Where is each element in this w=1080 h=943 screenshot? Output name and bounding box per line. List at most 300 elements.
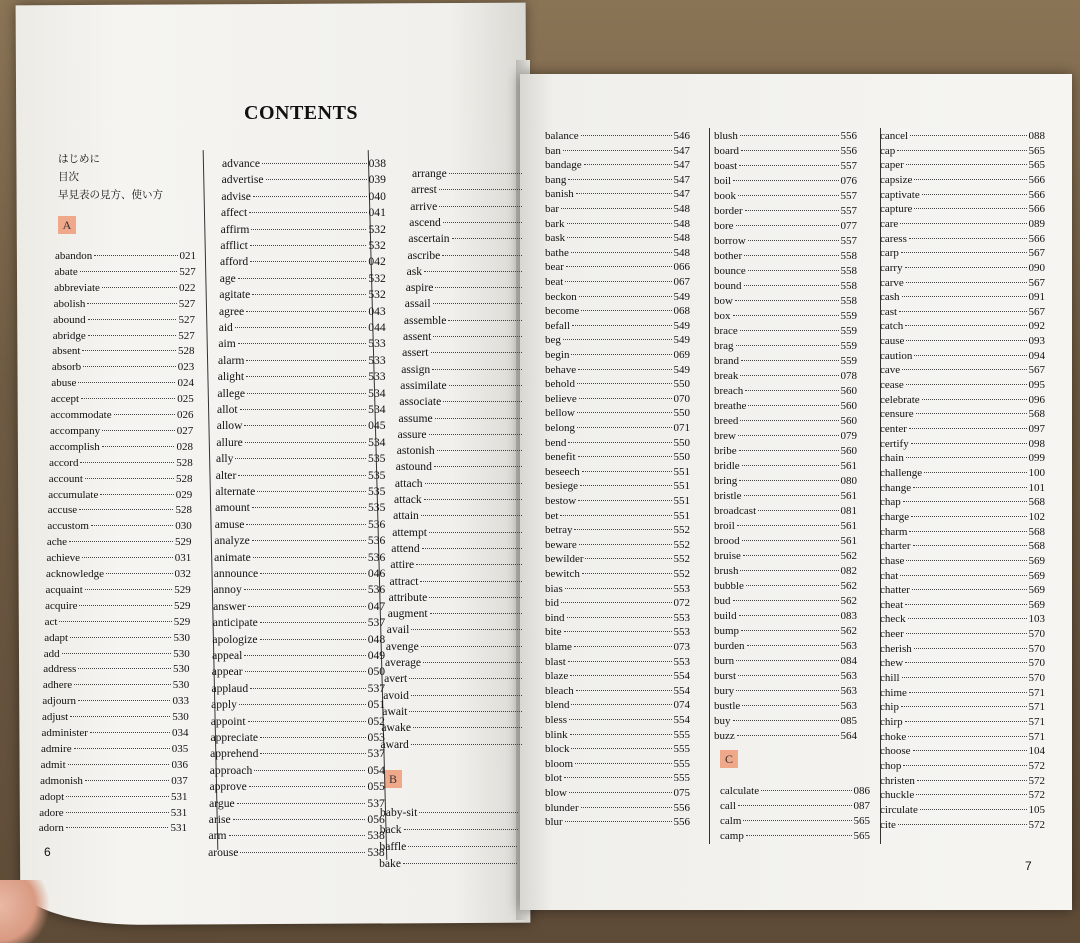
index-entry (545, 758, 690, 770)
index-word: bump (714, 625, 740, 637)
index-word: abbreviate (54, 281, 100, 294)
dot-leader (745, 210, 839, 211)
dot-leader (246, 360, 366, 361)
dot-leader (575, 763, 671, 764)
index-word: augment (387, 607, 428, 621)
index-page-number: 080 (840, 475, 857, 487)
dot-leader (744, 255, 838, 256)
index-entry (880, 760, 1045, 772)
index-word: bruise (714, 550, 741, 562)
index-word: approve (209, 780, 247, 794)
index-word: assail (404, 297, 431, 311)
index-page-number: 046 (367, 567, 386, 580)
index-page-number: 532 (368, 222, 386, 236)
index-page-number: 070 (673, 392, 690, 405)
index-word: breed (714, 415, 739, 427)
index-entry (212, 633, 385, 646)
index-page-number: 534 (368, 435, 386, 449)
index-word: assign (401, 362, 431, 376)
index-entry (219, 288, 385, 301)
index-entry (398, 428, 524, 441)
dot-leader (81, 398, 175, 399)
index-entry (210, 764, 385, 777)
index-page-number: 075 (673, 787, 690, 799)
index-entry (545, 320, 690, 332)
index-page-number: 076 (840, 175, 857, 187)
index-word: cash (880, 291, 900, 304)
index-entry (397, 444, 524, 457)
index-entry (545, 407, 690, 419)
dot-leader (449, 173, 522, 174)
index-entry (714, 595, 857, 607)
index-word: build (714, 610, 737, 622)
index-word: circulate (880, 803, 918, 816)
dot-leader (910, 135, 1026, 136)
index-word: bewitch (545, 568, 580, 580)
index-entry (52, 361, 194, 373)
dot-leader (748, 405, 838, 406)
dot-leader (733, 180, 838, 181)
index-entry (545, 495, 690, 507)
index-word: arrest (411, 183, 437, 197)
dot-leader (260, 573, 366, 574)
dot-leader (563, 150, 672, 151)
index-entry (714, 460, 857, 472)
section-letter-a: A (58, 216, 76, 234)
index-page-number: 549 (673, 290, 690, 303)
index-entry (545, 480, 690, 492)
index-page-number: 528 (175, 472, 193, 485)
index-word: arm (208, 829, 227, 843)
index-entry (220, 272, 386, 285)
index-entry (390, 575, 525, 588)
dot-leader (419, 812, 518, 813)
dot-leader (244, 425, 366, 426)
index-page-number: 533 (368, 353, 386, 367)
dot-leader (79, 509, 173, 510)
index-page-number: 554 (673, 714, 690, 726)
index-entry (393, 509, 524, 522)
dot-leader (758, 510, 838, 511)
dot-leader (741, 360, 838, 361)
index-entry (880, 233, 1045, 245)
index-entry (220, 239, 386, 252)
dot-leader (740, 330, 839, 331)
index-page-number: 022 (178, 281, 196, 294)
index-word: buzz (714, 730, 735, 742)
dot-leader (564, 777, 671, 778)
dot-leader (577, 412, 672, 413)
index-entry (880, 789, 1045, 801)
dot-leader (90, 732, 170, 733)
dot-leader (567, 617, 672, 618)
index-word: admonish (40, 774, 83, 787)
index-entry (54, 282, 195, 294)
index-entry (880, 526, 1045, 538)
index-entry (545, 437, 690, 449)
index-entry (714, 610, 857, 622)
index-page-number: 041 (368, 206, 386, 220)
index-page-number: 568 (1028, 540, 1045, 553)
index-entry (42, 711, 189, 723)
index-page-number: 042 (368, 255, 386, 269)
index-word: broadcast (714, 505, 757, 517)
index-entry (714, 685, 857, 697)
index-word: bound (714, 280, 742, 292)
index-entry (45, 616, 191, 628)
index-word: celebrate (880, 393, 920, 406)
index-page-number: 562 (840, 625, 857, 637)
index-page-number: 094 (1028, 349, 1045, 362)
index-page-number: 088 (1028, 130, 1045, 142)
index-entry (880, 364, 1045, 376)
index-word: burden (714, 640, 745, 652)
index-entry (545, 174, 690, 186)
index-word: adapt (44, 631, 69, 644)
index-word: bandage (545, 159, 582, 172)
dot-leader (432, 369, 522, 370)
index-entry (214, 534, 385, 547)
index-word: absorb (51, 361, 82, 374)
index-page-number: 568 (1028, 525, 1045, 538)
index-word: achieve (46, 552, 81, 565)
index-word: broil (714, 520, 735, 532)
index-page-number: 556 (840, 145, 857, 157)
index-entry (880, 701, 1045, 713)
index-entry (880, 584, 1045, 596)
index-entry (386, 640, 524, 653)
index-entry (545, 276, 690, 288)
index-page-number: 535 (367, 501, 386, 515)
index-entry (880, 467, 1045, 479)
dot-leader (906, 560, 1026, 561)
index-page-number: 563 (840, 700, 857, 712)
index-entry (41, 743, 188, 755)
dot-leader (59, 621, 171, 622)
dot-leader (905, 267, 1027, 268)
index-entry (880, 262, 1045, 274)
index-page-number: 024 (177, 377, 194, 390)
index-word: accustom (47, 520, 89, 533)
index-word: assume (398, 411, 433, 425)
dot-leader (572, 325, 671, 326)
index-word: boil (714, 175, 732, 187)
index-word: baby-sit (380, 806, 418, 819)
index-word: brand (714, 355, 740, 367)
index-word: behold (545, 378, 575, 391)
index-page-number: 537 (367, 616, 386, 630)
index-entry (880, 408, 1045, 420)
dot-leader (565, 588, 672, 589)
index-word: check (880, 613, 906, 626)
index-word: change (880, 481, 912, 494)
index-word: age (219, 271, 236, 285)
index-page-number: 053 (367, 731, 385, 744)
index-page-number: 035 (171, 742, 189, 755)
index-page-number: 536 (367, 517, 386, 531)
dot-leader (94, 255, 177, 256)
index-entry (545, 510, 690, 522)
index-entry (401, 363, 524, 376)
dot-leader (733, 315, 839, 316)
index-word: associate (399, 395, 442, 409)
dot-leader (239, 704, 366, 705)
dot-leader (738, 435, 839, 436)
dot-leader (439, 206, 522, 207)
dot-leader (899, 311, 1026, 312)
dot-leader (248, 606, 366, 607)
index-word: agitate (219, 288, 251, 302)
index-entry (880, 613, 1045, 625)
index-word: back (379, 823, 402, 836)
dot-leader (582, 471, 672, 472)
index-entry (880, 423, 1045, 435)
index-entry (220, 255, 386, 268)
dot-leader (443, 401, 522, 402)
index-word: beseech (545, 465, 580, 478)
dot-leader (900, 575, 1026, 576)
index-entry (47, 536, 192, 548)
index-entry (714, 400, 857, 412)
index-entry (212, 665, 385, 678)
index-word: blunder (545, 801, 579, 814)
index-entry (545, 597, 690, 609)
index-entry (545, 612, 690, 624)
dot-leader (916, 413, 1027, 414)
dot-leader (429, 434, 522, 435)
index-page-number: 561 (840, 460, 857, 472)
dot-leader (240, 409, 367, 410)
index-entry (390, 558, 524, 571)
index-entry (216, 452, 385, 465)
index-word: charge (880, 510, 910, 523)
dot-leader (88, 319, 177, 320)
index-word: adjust (41, 711, 69, 724)
dot-leader (897, 150, 1026, 151)
index-word: block (545, 743, 570, 756)
index-page-number: 547 (673, 159, 690, 172)
dot-leader (102, 287, 177, 288)
index-word: alternate (215, 485, 256, 498)
index-page-number: 560 (840, 445, 857, 457)
index-page-number: 082 (840, 565, 857, 577)
index-page-number: 560 (840, 415, 857, 427)
index-entry (51, 377, 194, 389)
index-entry (714, 235, 857, 247)
index-word: bless (545, 714, 567, 726)
dot-leader (250, 261, 366, 262)
dot-leader (742, 705, 838, 706)
index-entry (545, 305, 690, 317)
index-word: bore (714, 220, 734, 232)
index-word: accompany (50, 424, 101, 437)
index-page-number: 552 (673, 553, 690, 566)
dot-leader (565, 821, 672, 822)
index-page-number: 572 (1028, 759, 1045, 772)
dot-leader (579, 544, 672, 545)
dot-leader (736, 690, 838, 691)
dot-leader (80, 271, 177, 272)
dot-leader (901, 706, 1027, 707)
index-word: cap (880, 144, 896, 157)
dot-leader (246, 311, 366, 312)
dot-leader (443, 222, 522, 223)
dot-leader (736, 345, 839, 346)
index-word: betray (545, 524, 573, 537)
dot-leader (433, 303, 522, 304)
index-page-number: 562 (840, 580, 857, 592)
index-word: book (714, 190, 736, 202)
dot-leader (254, 770, 365, 771)
index-word: cite (880, 818, 896, 831)
index-entry (714, 295, 857, 307)
dot-leader (85, 478, 174, 479)
index-page-number: 553 (673, 626, 690, 639)
index-word: abandon (55, 250, 93, 262)
index-word: allow (216, 419, 243, 433)
index-entry (210, 747, 385, 760)
index-entry (49, 473, 193, 485)
index-entry (714, 220, 857, 232)
index-word: benefit (545, 451, 576, 464)
index-page-number: 567 (1028, 247, 1045, 260)
dot-leader (906, 164, 1027, 165)
dot-leader (561, 602, 671, 603)
index-page-number: 026 (177, 409, 194, 421)
index-entry (714, 385, 857, 397)
index-word: appreciate (210, 731, 259, 744)
index-word: cherish (880, 642, 912, 655)
index-word: await (382, 704, 408, 718)
index-word: avoid (383, 688, 409, 702)
index-word: advertise (221, 173, 264, 187)
index-word: assent (403, 330, 432, 343)
index-entry (39, 807, 187, 819)
index-entry (714, 265, 857, 277)
index-word: add (43, 647, 60, 660)
dot-leader (577, 427, 672, 428)
index-word: abridge (52, 329, 86, 342)
dot-leader (909, 238, 1027, 239)
index-page-number: 570 (1028, 642, 1045, 655)
index-entry (714, 190, 857, 202)
index-page-number: 045 (368, 419, 386, 433)
index-word: certify (880, 437, 909, 450)
index-entry (42, 727, 189, 739)
index-word: arouse (208, 845, 239, 859)
index-word: calm (720, 815, 742, 827)
index-page-number: 098 (1028, 437, 1045, 450)
index-entry (218, 337, 385, 350)
index-entry (209, 813, 385, 826)
dot-leader (248, 721, 366, 722)
dot-leader (82, 557, 173, 558)
index-page-number: 052 (367, 714, 385, 728)
index-word: choke (880, 730, 907, 743)
index-page-number: 067 (673, 276, 690, 288)
index-word: agree (219, 304, 245, 318)
index-entry (211, 715, 385, 728)
index-entry (545, 583, 690, 595)
index-word: bellow (545, 407, 575, 420)
index-entry (215, 485, 385, 498)
index-word: chirp (880, 716, 903, 728)
dot-leader (433, 336, 522, 337)
dot-leader (574, 529, 671, 530)
index-word: bounce (714, 265, 746, 277)
index-word: attach (394, 476, 423, 490)
index-entry (714, 145, 857, 157)
index-word: avenge (385, 639, 419, 653)
index-entry (545, 641, 690, 653)
index-word: believe (545, 392, 577, 405)
index-entry (714, 175, 857, 187)
index-word: captivate (880, 188, 920, 201)
index-entry (880, 687, 1045, 699)
index-word: accommodate (50, 409, 112, 421)
index-page-number: 528 (175, 504, 192, 517)
index-page-number: 050 (367, 665, 386, 679)
index-word: choose (880, 745, 911, 758)
dot-leader (83, 366, 176, 367)
dot-leader (235, 327, 366, 328)
index-page-number: 559 (840, 355, 857, 367)
index-entry (714, 445, 857, 457)
index-page-number: 079 (840, 430, 857, 442)
dot-leader (903, 765, 1026, 766)
index-entry (545, 203, 690, 215)
index-entry (42, 695, 189, 707)
section-letter-b: B (384, 770, 402, 788)
index-word: bang (545, 173, 567, 186)
index-entry (50, 425, 193, 437)
index-entry (208, 846, 385, 859)
index-entry (49, 457, 193, 469)
dot-leader (452, 238, 522, 239)
index-entry (880, 438, 1045, 450)
index-word: abate (54, 265, 78, 278)
index-entry (209, 780, 384, 793)
dot-leader (567, 237, 671, 238)
index-page-number: 032 (174, 568, 191, 580)
index-page-number: 563 (840, 670, 857, 682)
dot-leader (908, 736, 1026, 737)
index-entry (714, 670, 857, 682)
dot-leader (740, 420, 838, 421)
dot-leader (909, 531, 1026, 532)
index-entry (714, 625, 857, 637)
index-entry (880, 218, 1045, 230)
index-word: brush (714, 565, 739, 577)
index-entry (545, 378, 690, 390)
index-entry (545, 247, 690, 259)
index-page-number: 562 (840, 550, 857, 562)
dot-leader (74, 748, 170, 749)
index-page-number: 069 (673, 349, 690, 361)
dot-leader (404, 829, 518, 830)
index-page-number: 535 (368, 468, 386, 482)
index-word: chill (880, 672, 900, 685)
index-word: bask (545, 232, 566, 245)
index-word: beat (545, 276, 564, 288)
index-entry (880, 482, 1045, 494)
dot-leader (260, 753, 365, 754)
index-word: caper (880, 159, 904, 172)
index-entry (50, 441, 193, 453)
index-word: beg (545, 334, 561, 347)
dot-leader (742, 540, 839, 541)
index-entry (381, 721, 524, 734)
